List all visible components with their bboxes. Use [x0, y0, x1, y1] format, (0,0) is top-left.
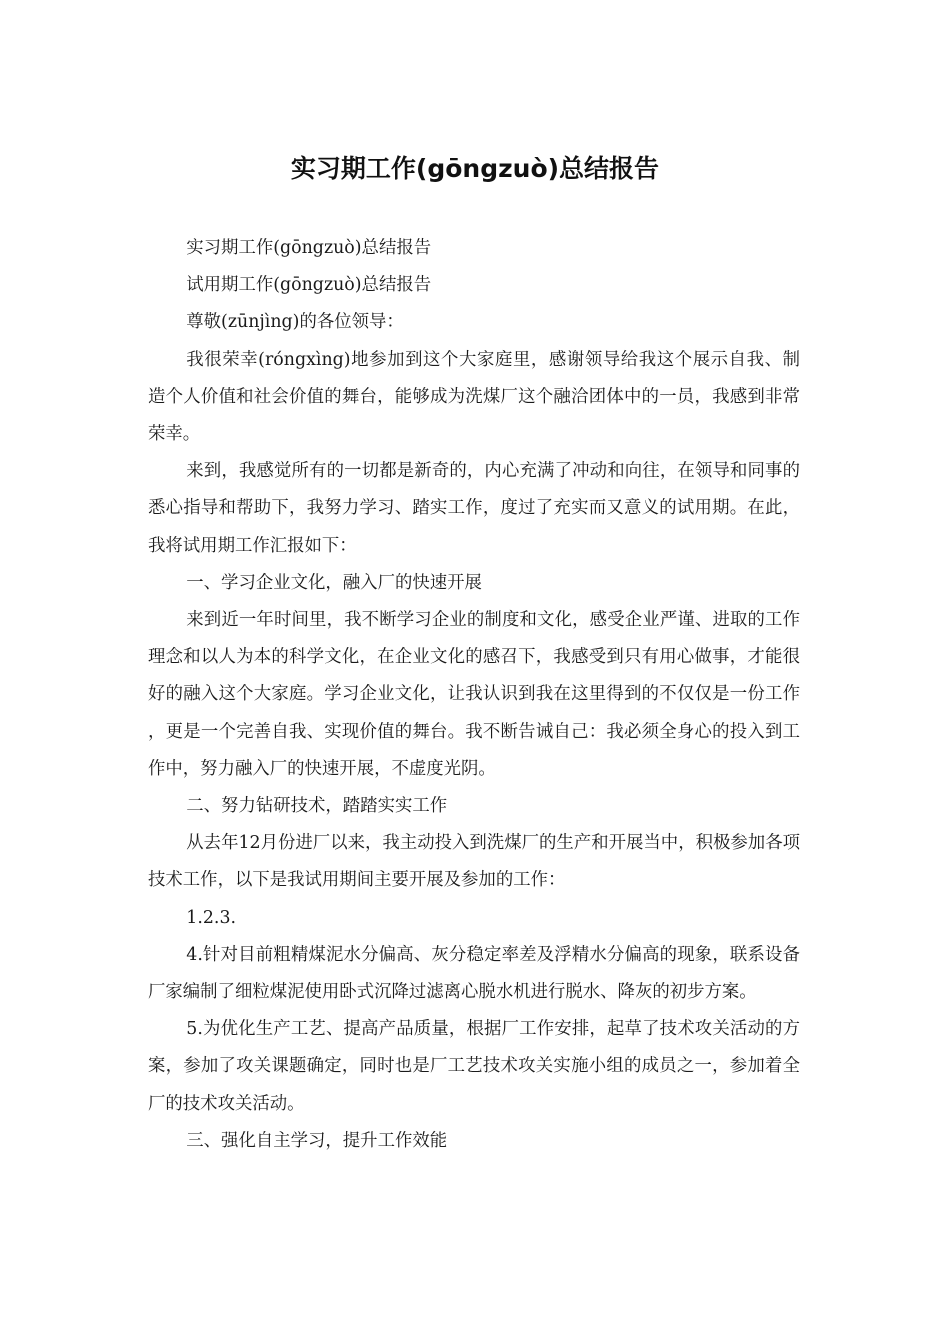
list-item-5: 5.为优化生产工艺、提高产品质量，根据厂工作安排，起草了技术攻关活动的方案，参加了攻关课题确定，同时也是厂工艺技术攻关实施小组的成员之一，参加着全厂的技术攻关活动。 — [148, 1019, 800, 1114]
document-body — [148, 230, 800, 1160]
paragraph-subtitle: 试用期工作(gōngzuò)总结报告 — [186, 275, 432, 296]
list-item-4: 4.针对目前粗精煤泥水分偏高、灰分稳定率差及浮精水分偏高的现象，联系设备厂家编制了细粒煤泥使用卧式沉降过滤离心脱水机进行脱水、降灰的初步方案。 — [148, 944, 800, 1003]
paragraph-title-repeat: 实习期工作(gōngzuò)总结报告 — [186, 238, 432, 258]
paragraph-work-intro: 从去年12月份进厂以来，我主动投入到洗煤厂的生产和开展当中，积极参加各项技术工作，以下是我试用期间主要开展及参加的工作： — [148, 833, 800, 891]
document-title: 实习期工作(gōngzuò)总结报告 — [290, 154, 660, 183]
paragraph-intro: 我很荣幸(róngxìng)地参加到这个大家庭里，感谢领导给我这个展示自我、制造个人价值和社会价值的舞台，能够成为洗煤厂这个融洽团体中的一员，我感到非常荣幸。 — [148, 349, 800, 445]
section-heading-2: 二、努力钻研技术，踏踏实实工作 — [186, 796, 448, 817]
paragraph-salutation: 尊敬(zūnjìng)的各位领导： — [186, 312, 404, 333]
paragraph-arrival: 来到，我感觉所有的一切都是新奇的，内心充满了冲动和向往，在领导和同事的悉心指导和帮助下，我努力学习、踏实工作，度过了充实而又意义的试用期。在此，我将试用期工作汇报如下： — [148, 461, 800, 556]
paragraph-culture: 来到近一年时间里，我不断学习企业的制度和文化，感受企业严谨、进取的工作理念和以人为本的科学文化，在企业文化的感召下，我感受到只有用心做事，才能很好的融入这个大家庭。学习企业文化，让我认识到我在这里得到的不仅仅是一份工作，更是一个完善自我、实现价值的舞台。我不断告诫自己：我必须全身心的投入到工作中，努力融入厂的快速开展，不虚度光阴。 — [148, 610, 800, 779]
section-heading-1: 一、学习企业文化，融入厂的快速开展 — [186, 572, 482, 593]
list-items-1-3: 1.2.3. — [186, 907, 237, 928]
section-heading-3: 三、强化自主学习，提升工作效能 — [186, 1130, 448, 1151]
